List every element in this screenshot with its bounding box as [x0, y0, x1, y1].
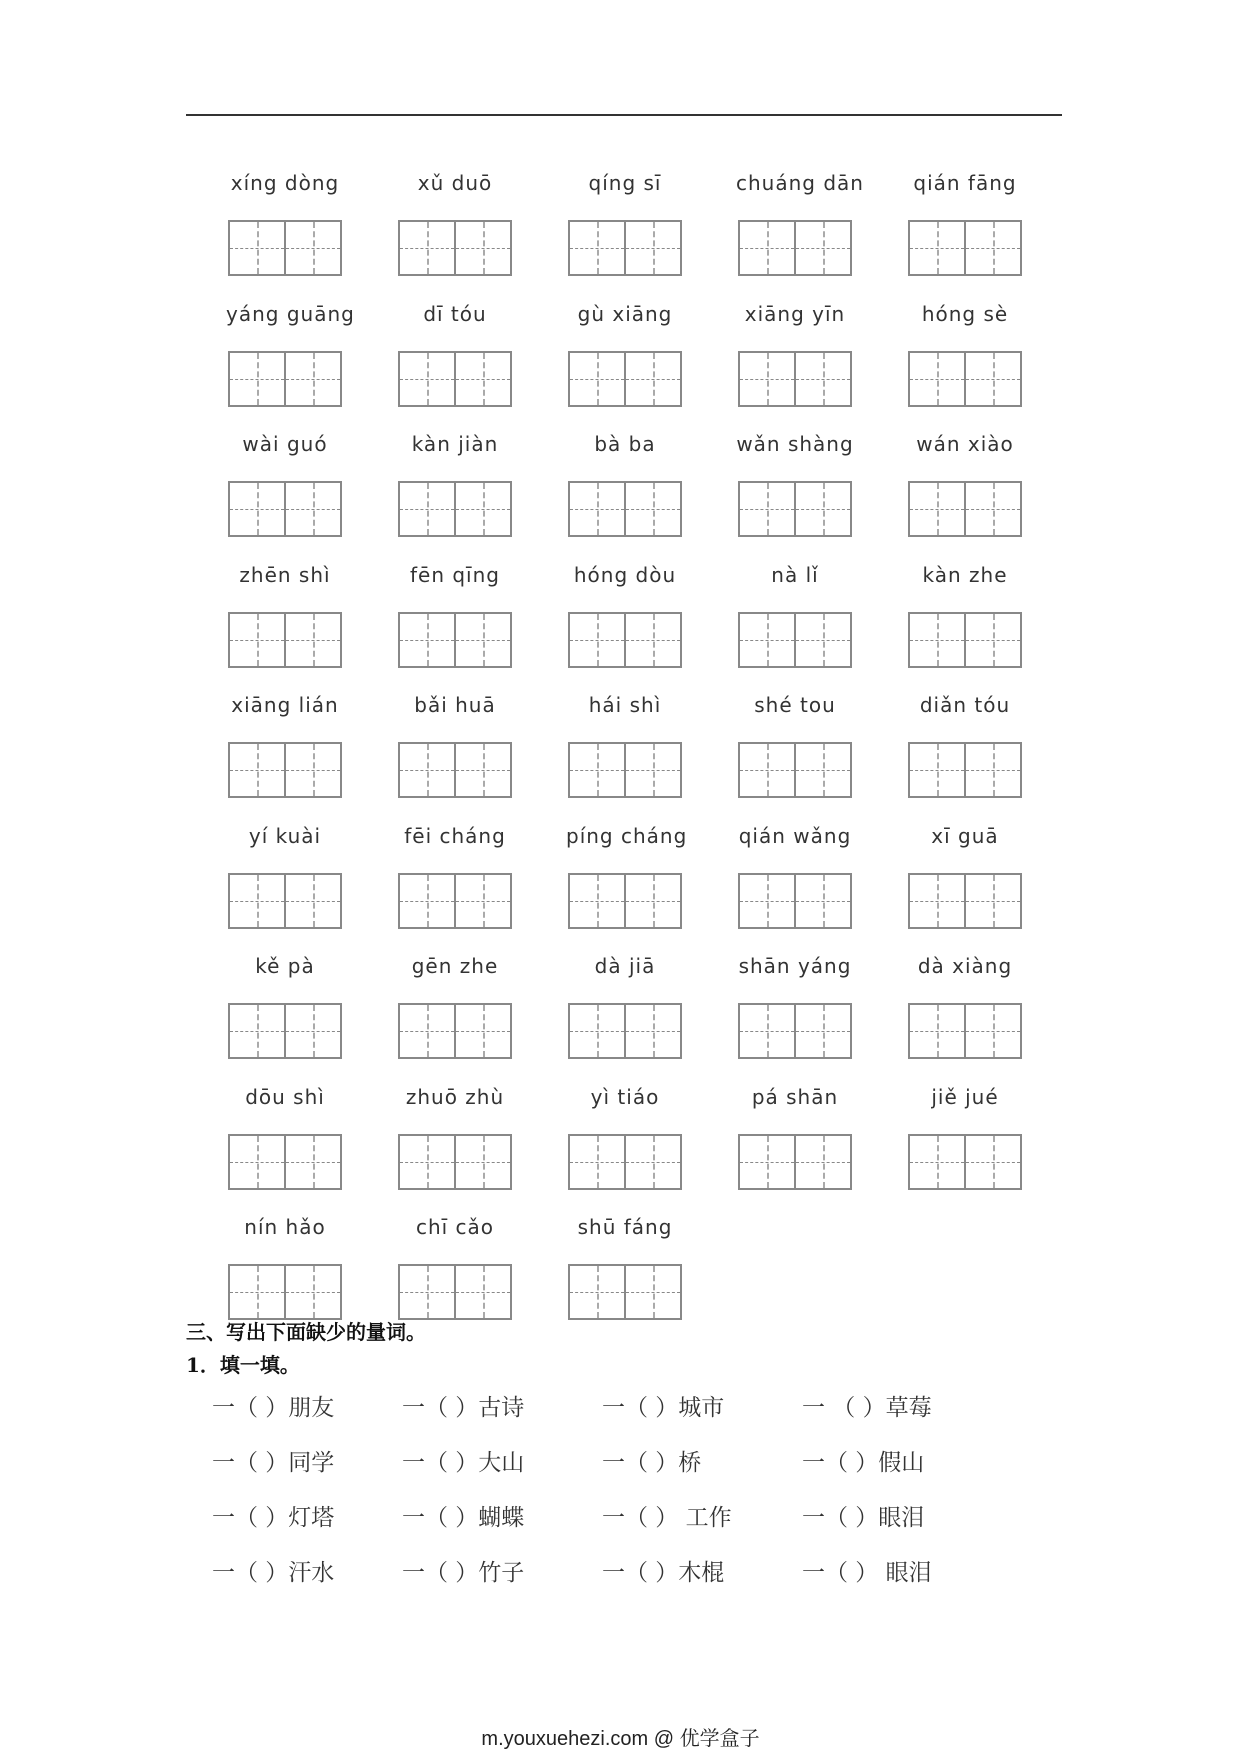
fill-blank-item[interactable]: 一（ ）蝴蝶	[402, 1505, 525, 1531]
fill-blank-item[interactable]: 一（ ）城市	[602, 1395, 725, 1421]
pinyin-text: xíng dòng	[230, 171, 340, 195]
tianzige-box[interactable]	[624, 1005, 680, 1057]
tianzige-box[interactable]	[570, 222, 624, 274]
writing-boxes[interactable]	[228, 1003, 342, 1059]
fill-blank-item[interactable]: 一（ ）同学	[212, 1450, 335, 1476]
pinyin-text: xǔ duō	[417, 171, 493, 195]
tianzige-box[interactable]	[570, 614, 624, 666]
pinyin-item	[226, 816, 396, 947]
pinyin-text: dī tóu	[423, 301, 487, 326]
tianzige-box[interactable]	[794, 744, 850, 796]
writing-boxes[interactable]	[568, 873, 682, 929]
pinyin-item	[566, 946, 736, 1077]
pinyin-text: yì tiáo	[590, 1084, 660, 1109]
tianzige-box[interactable]	[230, 483, 284, 535]
pinyin-item	[566, 294, 736, 425]
tianzige-box[interactable]	[454, 1266, 510, 1318]
tianzige-box[interactable]	[284, 1136, 340, 1188]
pinyin-item	[396, 685, 566, 816]
writing-boxes[interactable]	[228, 742, 342, 798]
pinyin-text: kàn jiàn	[411, 432, 499, 456]
writing-boxes[interactable]	[398, 1264, 512, 1320]
tianzige-box[interactable]	[740, 353, 794, 405]
pinyin-item	[736, 685, 906, 816]
tianzige-box[interactable]	[624, 222, 680, 274]
fill-blank-item[interactable]: 一（ ）假山	[802, 1450, 925, 1476]
writing-boxes[interactable]	[568, 1003, 682, 1059]
pinyin-text: kàn zhe	[922, 562, 1008, 587]
pinyin-text: xī guā	[931, 823, 999, 848]
tianzige-box[interactable]	[400, 222, 454, 274]
pinyin-item	[226, 555, 396, 686]
pinyin-item	[906, 946, 1076, 1077]
writing-boxes[interactable]	[568, 481, 682, 537]
tianzige-box[interactable]	[570, 1266, 624, 1318]
writing-boxes[interactable]	[568, 351, 682, 407]
tianzige-box[interactable]	[910, 1136, 964, 1188]
writing-boxes[interactable]	[738, 1003, 852, 1059]
tianzige-box[interactable]	[794, 353, 850, 405]
pinyin-text: shé tou	[754, 693, 836, 717]
pinyin-item	[566, 555, 736, 686]
pinyin-text: qíng sī	[588, 171, 662, 195]
tianzige-box[interactable]	[400, 744, 454, 796]
tianzige-box[interactable]	[230, 353, 284, 405]
writing-boxes[interactable]	[908, 351, 1022, 407]
tianzige-box[interactable]	[454, 483, 510, 535]
writing-boxes[interactable]	[908, 873, 1022, 929]
fill-blank-item[interactable]: 一（ ）竹子	[402, 1560, 525, 1586]
tianzige-box[interactable]	[400, 483, 454, 535]
tianzige-box[interactable]	[740, 483, 794, 535]
pinyin-text: wǎn shàng	[736, 432, 854, 456]
pinyin-item	[396, 424, 566, 555]
writing-boxes[interactable]	[228, 1264, 342, 1320]
tianzige-box[interactable]	[794, 875, 850, 927]
tianzige-box[interactable]	[624, 1266, 680, 1318]
tianzige-box[interactable]	[964, 353, 1020, 405]
pinyin-item	[736, 816, 906, 947]
tianzige-box[interactable]	[284, 1266, 340, 1318]
tianzige-box[interactable]	[230, 614, 284, 666]
writing-boxes[interactable]	[908, 481, 1022, 537]
writing-boxes[interactable]	[908, 1134, 1022, 1190]
pinyin-item	[226, 424, 396, 555]
tianzige-box[interactable]	[284, 222, 340, 274]
tianzige-box[interactable]	[964, 1005, 1020, 1057]
pinyin-text: dà jiā	[594, 954, 656, 978]
fill-blank-item[interactable]: 一（ ） 眼泪	[802, 1560, 932, 1586]
pinyin-text: nà lǐ	[771, 562, 819, 587]
tianzige-box[interactable]	[910, 1005, 964, 1057]
pinyin-item	[906, 1077, 1076, 1208]
fill-blank-item[interactable]: 一（ ）汗水	[212, 1560, 335, 1586]
tianzige-box[interactable]	[964, 614, 1020, 666]
fill-blank-item[interactable]: 一 （ ）草莓	[802, 1395, 932, 1421]
pinyin-text: shān yáng	[738, 954, 852, 978]
writing-boxes[interactable]	[228, 481, 342, 537]
pinyin-item	[566, 163, 736, 294]
tianzige-box[interactable]	[910, 483, 964, 535]
tianzige-box[interactable]	[794, 483, 850, 535]
pinyin-item	[226, 294, 396, 425]
pinyin-text: dōu shì	[245, 1084, 325, 1109]
pinyin-text: xiāng lián	[231, 693, 339, 717]
writing-boxes[interactable]	[398, 1003, 512, 1059]
tianzige-box[interactable]	[400, 1005, 454, 1057]
writing-boxes[interactable]	[568, 220, 682, 276]
pinyin-text: hóng dòu	[573, 562, 677, 587]
tianzige-box[interactable]	[570, 875, 624, 927]
tianzige-box[interactable]	[400, 1136, 454, 1188]
fill-blank-item[interactable]: 一（ ）眼泪	[802, 1505, 925, 1531]
pinyin-item	[566, 1077, 736, 1208]
pinyin-item	[566, 685, 736, 816]
tianzige-box[interactable]	[740, 222, 794, 274]
tianzige-box[interactable]	[570, 353, 624, 405]
pinyin-text: diǎn tóu	[919, 693, 1011, 717]
pinyin-item	[906, 555, 1076, 686]
writing-boxes[interactable]	[228, 220, 342, 276]
writing-boxes[interactable]	[908, 220, 1022, 276]
pinyin-item	[226, 685, 396, 816]
tianzige-box[interactable]	[794, 1005, 850, 1057]
tianzige-box[interactable]	[454, 222, 510, 274]
tianzige-box[interactable]	[230, 1136, 284, 1188]
tianzige-box[interactable]	[794, 1136, 850, 1188]
tianzige-box[interactable]	[624, 483, 680, 535]
pinyin-item	[906, 685, 1076, 816]
writing-boxes[interactable]	[398, 873, 512, 929]
tianzige-box[interactable]	[230, 222, 284, 274]
tianzige-box[interactable]	[230, 875, 284, 927]
pinyin-item	[226, 946, 396, 1077]
pinyin-item	[906, 163, 1076, 294]
pinyin-item	[736, 946, 906, 1077]
pinyin-text: zhēn shì	[239, 562, 331, 587]
writing-boxes[interactable]	[738, 351, 852, 407]
writing-boxes[interactable]	[228, 1134, 342, 1190]
pinyin-text: shū fáng	[577, 1215, 673, 1239]
tianzige-box[interactable]	[400, 875, 454, 927]
pinyin-text: qián wǎng	[738, 823, 852, 848]
writing-boxes[interactable]	[908, 1003, 1022, 1059]
fill-blank-item[interactable]: 一（ ）大山	[402, 1450, 525, 1476]
writing-boxes[interactable]	[738, 873, 852, 929]
tianzige-box[interactable]	[284, 1005, 340, 1057]
tianzige-box[interactable]	[230, 1005, 284, 1057]
tianzige-box[interactable]	[740, 875, 794, 927]
writing-boxes[interactable]	[398, 612, 512, 668]
pinyin-text: bà ba	[594, 432, 656, 456]
pinyin-item	[906, 424, 1076, 555]
tianzige-box[interactable]	[624, 353, 680, 405]
pinyin-text: qián fāng	[913, 171, 1017, 195]
writing-boxes[interactable]	[568, 1134, 682, 1190]
fill-blank-item[interactable]: 一（ ）桥	[602, 1450, 702, 1476]
pinyin-item	[736, 555, 906, 686]
tianzige-box[interactable]	[230, 1266, 284, 1318]
tianzige-box[interactable]	[624, 875, 680, 927]
tianzige-box[interactable]	[454, 614, 510, 666]
tianzige-box[interactable]	[910, 875, 964, 927]
tianzige-box[interactable]	[570, 1136, 624, 1188]
pinyin-text: gù xiāng	[577, 301, 673, 326]
pinyin-item	[566, 424, 736, 555]
pinyin-grid	[226, 163, 1076, 1338]
pinyin-text: chī cǎo	[415, 1215, 495, 1239]
pinyin-item	[736, 424, 906, 555]
pinyin-item	[226, 1077, 396, 1208]
tianzige-box[interactable]	[400, 353, 454, 405]
tianzige-box[interactable]	[284, 875, 340, 927]
pinyin-item	[736, 294, 906, 425]
pinyin-text: hóng sè	[921, 301, 1009, 326]
pinyin-text: kě pà	[255, 954, 315, 978]
fill-blank-item[interactable]: 一（ ） 工作	[602, 1505, 732, 1531]
pinyin-item	[566, 816, 736, 947]
tianzige-box[interactable]	[454, 1005, 510, 1057]
tianzige-box[interactable]	[284, 483, 340, 535]
tianzige-box[interactable]	[624, 744, 680, 796]
writing-boxes[interactable]	[738, 481, 852, 537]
pinyin-text: wán xiào	[916, 432, 1014, 456]
pinyin-item	[736, 1077, 906, 1208]
pinyin-item	[396, 163, 566, 294]
tianzige-box[interactable]	[624, 614, 680, 666]
tianzige-box[interactable]	[454, 353, 510, 405]
tianzige-box[interactable]	[284, 744, 340, 796]
writing-boxes[interactable]	[228, 873, 342, 929]
pinyin-text: hái shì	[588, 693, 662, 717]
tianzige-box[interactable]	[400, 614, 454, 666]
pinyin-text: xiāng yīn	[744, 301, 846, 326]
tianzige-box[interactable]	[910, 614, 964, 666]
pinyin-text: nín hǎo	[244, 1215, 326, 1239]
tianzige-box[interactable]	[910, 744, 964, 796]
fill-blank-item[interactable]: 一（ ）灯塔	[212, 1505, 335, 1531]
pinyin-text: jiě jué	[931, 1084, 999, 1109]
pinyin-item	[396, 294, 566, 425]
measure-word-grid	[212, 1388, 1002, 1608]
pinyin-item	[226, 163, 396, 294]
pinyin-item	[396, 555, 566, 686]
tianzige-box[interactable]	[794, 614, 850, 666]
writing-boxes[interactable]	[738, 742, 852, 798]
pinyin-text: bǎi huā	[414, 693, 496, 717]
fill-blank-item[interactable]: 一（ ）古诗	[402, 1395, 525, 1421]
tianzige-box[interactable]	[740, 744, 794, 796]
tianzige-box[interactable]	[964, 744, 1020, 796]
tianzige-box[interactable]	[964, 222, 1020, 274]
pinyin-text: pá shān	[751, 1084, 839, 1109]
writing-boxes[interactable]	[398, 351, 512, 407]
tianzige-box[interactable]	[570, 483, 624, 535]
writing-boxes[interactable]	[568, 612, 682, 668]
fill-blank-item[interactable]: 一（ ）木棍	[602, 1560, 725, 1586]
pinyin-text: dà xiàng	[917, 954, 1013, 978]
tianzige-box[interactable]	[740, 1005, 794, 1057]
pinyin-text: chuáng dān	[736, 171, 864, 195]
footer-watermark: m.youxuehezi.com @ 优学盒子	[481, 1728, 760, 1750]
pinyin-text: yí kuài	[248, 823, 322, 848]
writing-boxes[interactable]	[738, 612, 852, 668]
pinyin-item	[906, 816, 1076, 947]
pinyin-item	[736, 163, 906, 294]
writing-boxes[interactable]	[398, 1134, 512, 1190]
tianzige-box[interactable]	[624, 1136, 680, 1188]
tianzige-box[interactable]	[284, 614, 340, 666]
pinyin-text: wài guó	[242, 432, 328, 456]
pinyin-item	[396, 816, 566, 947]
tianzige-box[interactable]	[454, 1136, 510, 1188]
top-rule	[186, 114, 1062, 116]
pinyin-text: fēi cháng	[404, 823, 506, 848]
tianzige-box[interactable]	[570, 1005, 624, 1057]
tianzige-box[interactable]	[400, 1266, 454, 1318]
writing-boxes[interactable]	[228, 351, 342, 407]
tianzige-box[interactable]	[454, 744, 510, 796]
tianzige-box[interactable]	[570, 744, 624, 796]
pinyin-item	[906, 294, 1076, 425]
pinyin-text: yáng guāng	[226, 301, 355, 326]
pinyin-text: píng cháng	[566, 823, 688, 848]
writing-boxes[interactable]	[568, 742, 682, 798]
pinyin-item	[396, 1077, 566, 1208]
tianzige-box[interactable]	[964, 875, 1020, 927]
tianzige-box[interactable]	[230, 744, 284, 796]
section-title: 三、写出下面缺少的量词。	[186, 1320, 426, 1344]
writing-boxes[interactable]	[738, 220, 852, 276]
section-three	[186, 1316, 426, 1382]
writing-boxes[interactable]	[398, 742, 512, 798]
tianzige-box[interactable]	[794, 222, 850, 274]
tianzige-box[interactable]	[740, 1136, 794, 1188]
pinyin-item	[396, 946, 566, 1077]
tianzige-box[interactable]	[454, 875, 510, 927]
tianzige-box[interactable]	[910, 353, 964, 405]
writing-boxes[interactable]	[398, 481, 512, 537]
writing-boxes[interactable]	[738, 1134, 852, 1190]
tianzige-box[interactable]	[964, 1136, 1020, 1188]
tianzige-box[interactable]	[964, 483, 1020, 535]
fill-blank-item[interactable]: 一（ ）朋友	[212, 1395, 335, 1421]
writing-boxes[interactable]	[228, 612, 342, 668]
section-subtitle: 1．填一填。	[186, 1353, 300, 1377]
tianzige-box[interactable]	[740, 614, 794, 666]
pinyin-text: zhuō zhù	[405, 1084, 505, 1109]
writing-boxes[interactable]	[398, 220, 512, 276]
pinyin-text: fēn qīng	[409, 562, 500, 587]
writing-boxes[interactable]	[908, 612, 1022, 668]
writing-boxes[interactable]	[908, 742, 1022, 798]
pinyin-item	[566, 1207, 736, 1338]
pinyin-text: gēn zhe	[411, 954, 499, 978]
tianzige-box[interactable]	[284, 353, 340, 405]
tianzige-box[interactable]	[910, 222, 964, 274]
writing-boxes[interactable]	[568, 1264, 682, 1320]
